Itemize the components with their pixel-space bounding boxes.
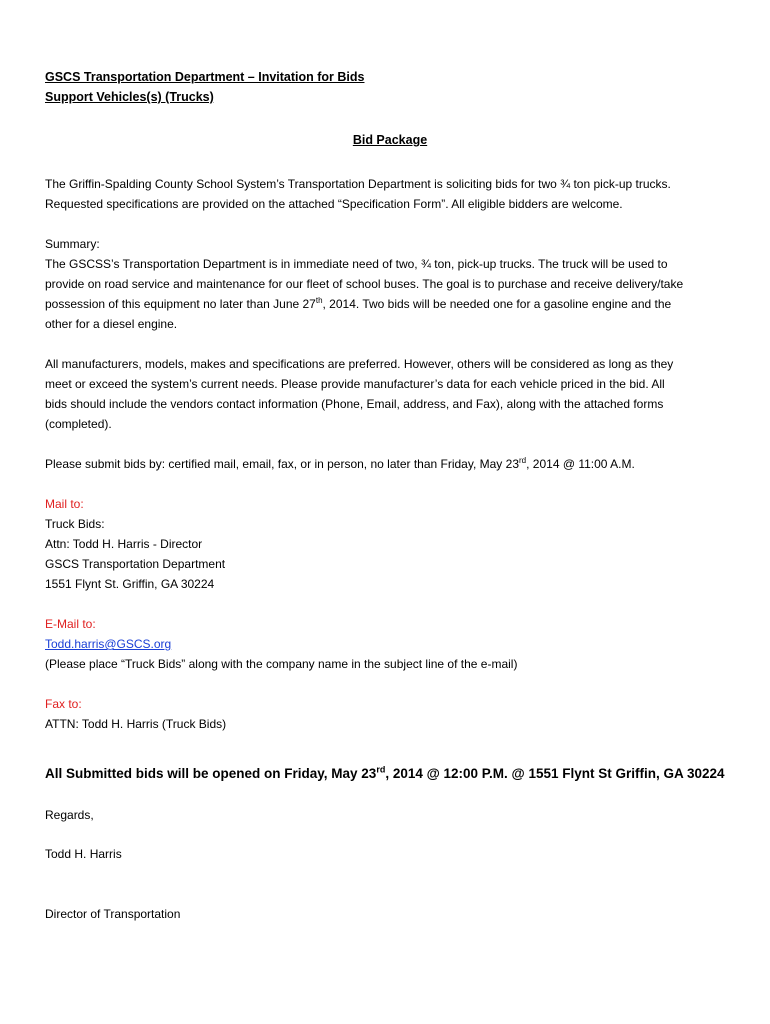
summary-label: Summary: — [45, 237, 100, 251]
summary-section — [45, 234, 735, 334]
mail-address-line: 1551 Flynt St. Griffin, GA 30224 — [45, 577, 215, 591]
bid-opening-statement — [45, 764, 735, 784]
manufacturers-line: (completed). — [45, 417, 112, 431]
fax-to-label: Fax to: — [45, 697, 82, 711]
mail-address-line: GSCS Transportation Department — [45, 557, 226, 571]
intro-paragraph — [45, 174, 735, 214]
manufacturers-paragraph — [45, 354, 735, 434]
submission-instructions — [45, 454, 735, 474]
bid-opening-text: , 2014 @ 12:00 P.M. @ 1551 Flynt St Griffin, GA 30224 — [385, 766, 725, 781]
signatory-name: Todd H. Harris — [45, 847, 122, 861]
summary-line-text: possession of this equipment no later than June 27 — [45, 297, 316, 311]
email-link[interactable]: Todd.harris@GSCS.org — [45, 637, 172, 651]
summary-line: The GSCSS’s Transportation Department is in immediate need of two, ¾ ton, pick-up trucks. The truck will be used to — [45, 257, 668, 271]
summary-line: other for a diesel engine. — [45, 317, 178, 331]
bid-package-heading: Bid Package — [352, 133, 428, 147]
manufacturers-line: bids should include the vendors contact information (Phone, Email, address, and Fax), along with the attached forms — [45, 397, 664, 411]
fax-attention-line: ATTN: Todd H. Harris (Truck Bids) — [45, 717, 227, 731]
summary-line: provide on road service and maintenance for our fleet of school buses. The goal is to purchase and receive delivery/take — [45, 277, 684, 291]
manufacturers-line: meet or exceed the system’s current needs. Please provide manufacturer’s data for each vehicle priced in the bid. All — [45, 377, 665, 391]
mail-to-label: Mail to: — [45, 497, 84, 511]
manufacturers-line: All manufacturers, models, makes and specifications are preferred. However, others will be considered as long as they — [45, 357, 674, 371]
mail-address-block — [45, 514, 735, 594]
submission-text: , 2014 @ 11:00 A.M. — [526, 457, 635, 471]
signatory-title: Director of Transportation — [45, 907, 181, 921]
submission-text: Please submit bids by: certified mail, email, fax, or in person, no later than Friday, May 23 — [45, 457, 519, 471]
intro-line: The Griffin-Spalding County School System’s Transportation Department is soliciting bids for two ¾ ton pick-up trucks. — [45, 177, 671, 191]
email-to-label: E-Mail to: — [45, 617, 96, 631]
ordinal-suffix: rd — [376, 764, 386, 775]
summary-line-text: , 2014. Two bids will be needed one for a gasoline engine and the — [322, 297, 672, 311]
mail-address-line: Attn: Todd H. Harris - Director — [45, 537, 203, 551]
summary-line — [45, 294, 735, 314]
bid-opening-text: All Submitted bids will be opened on Friday, May 23 — [45, 766, 377, 781]
ordinal-suffix: th — [315, 296, 323, 305]
email-note: (Please place “Truck Bids” along with the company name in the subject line of the e-mail) — [45, 657, 518, 671]
document-title-line1: GSCS Transportation Department – Invitation for Bids — [45, 70, 365, 84]
ordinal-suffix: rd — [519, 456, 527, 465]
intro-line: Requested specifications are provided on the attached “Specification Form”. All eligible bidders are welcome. — [45, 197, 623, 211]
closing-regards: Regards, — [45, 808, 94, 822]
document-title-line2: Support Vehicles(s) (Trucks) — [45, 90, 214, 104]
mail-address-line: Truck Bids: — [45, 517, 105, 531]
document-page — [45, 67, 735, 924]
